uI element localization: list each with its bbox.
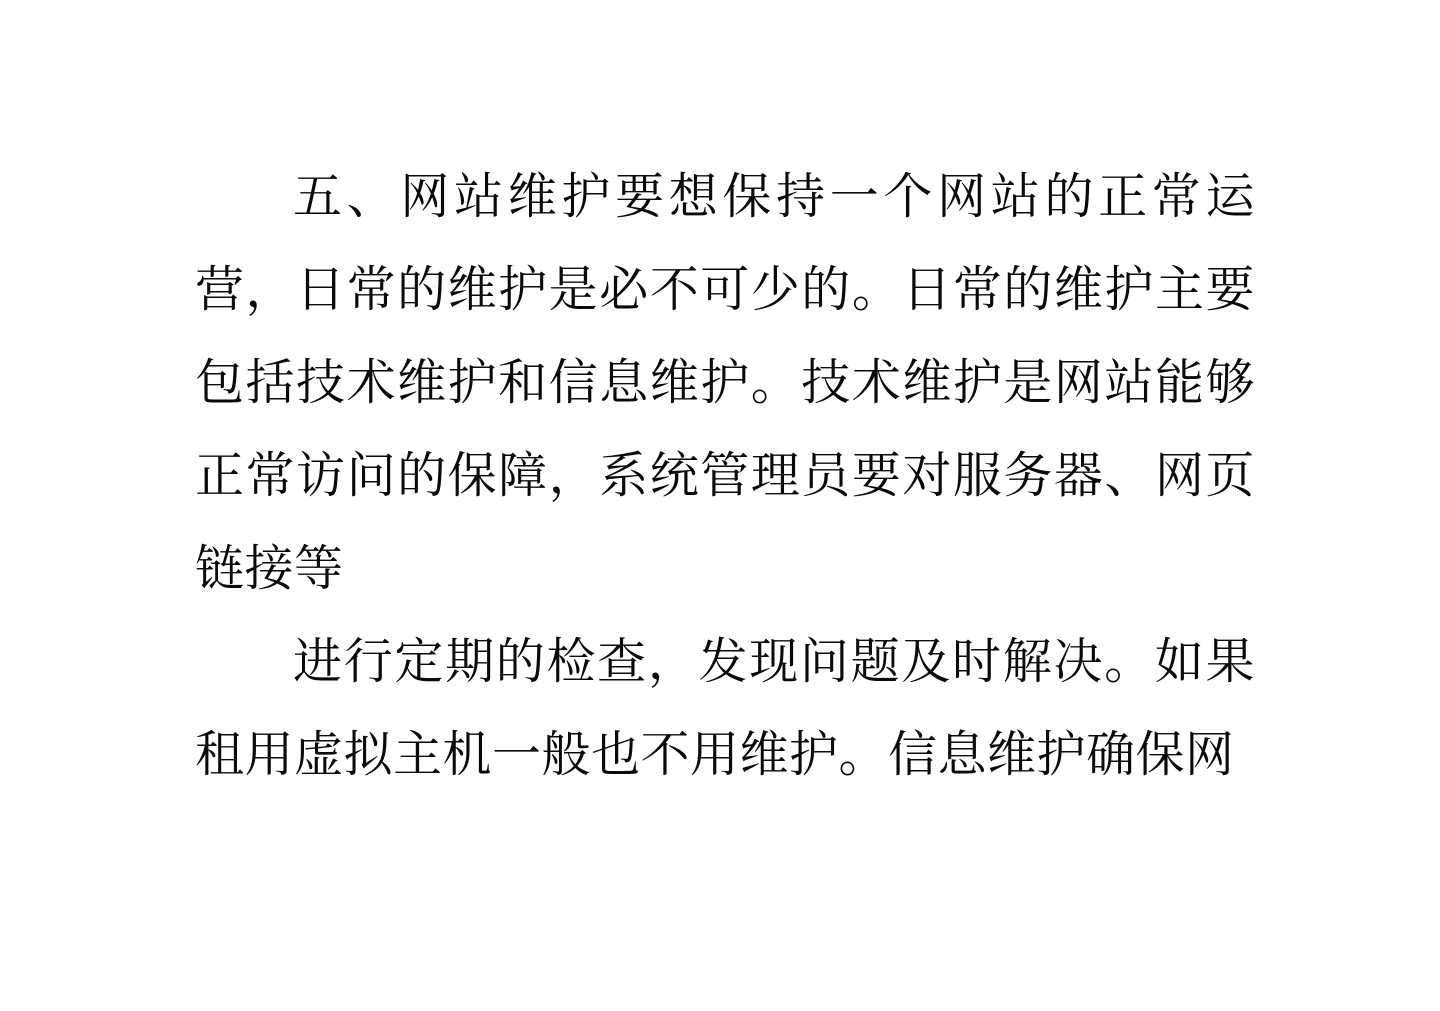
- paragraph-1: 五、网站维护要想保持一个网站的正常运营，日常的维护是必不可少的。日常的维护主要包括技术维护和信息维护。技术维护是网站能够正常访问的保障，系统管理员要对服务器、网页链接等: [195, 168, 1255, 597]
- paragraph-2: 进行定期的检查，发现问题及时解决。如果租用虚拟主机一般也不用维护。信息维护确保网: [195, 633, 1255, 783]
- document-text-body: [195, 150, 1255, 801]
